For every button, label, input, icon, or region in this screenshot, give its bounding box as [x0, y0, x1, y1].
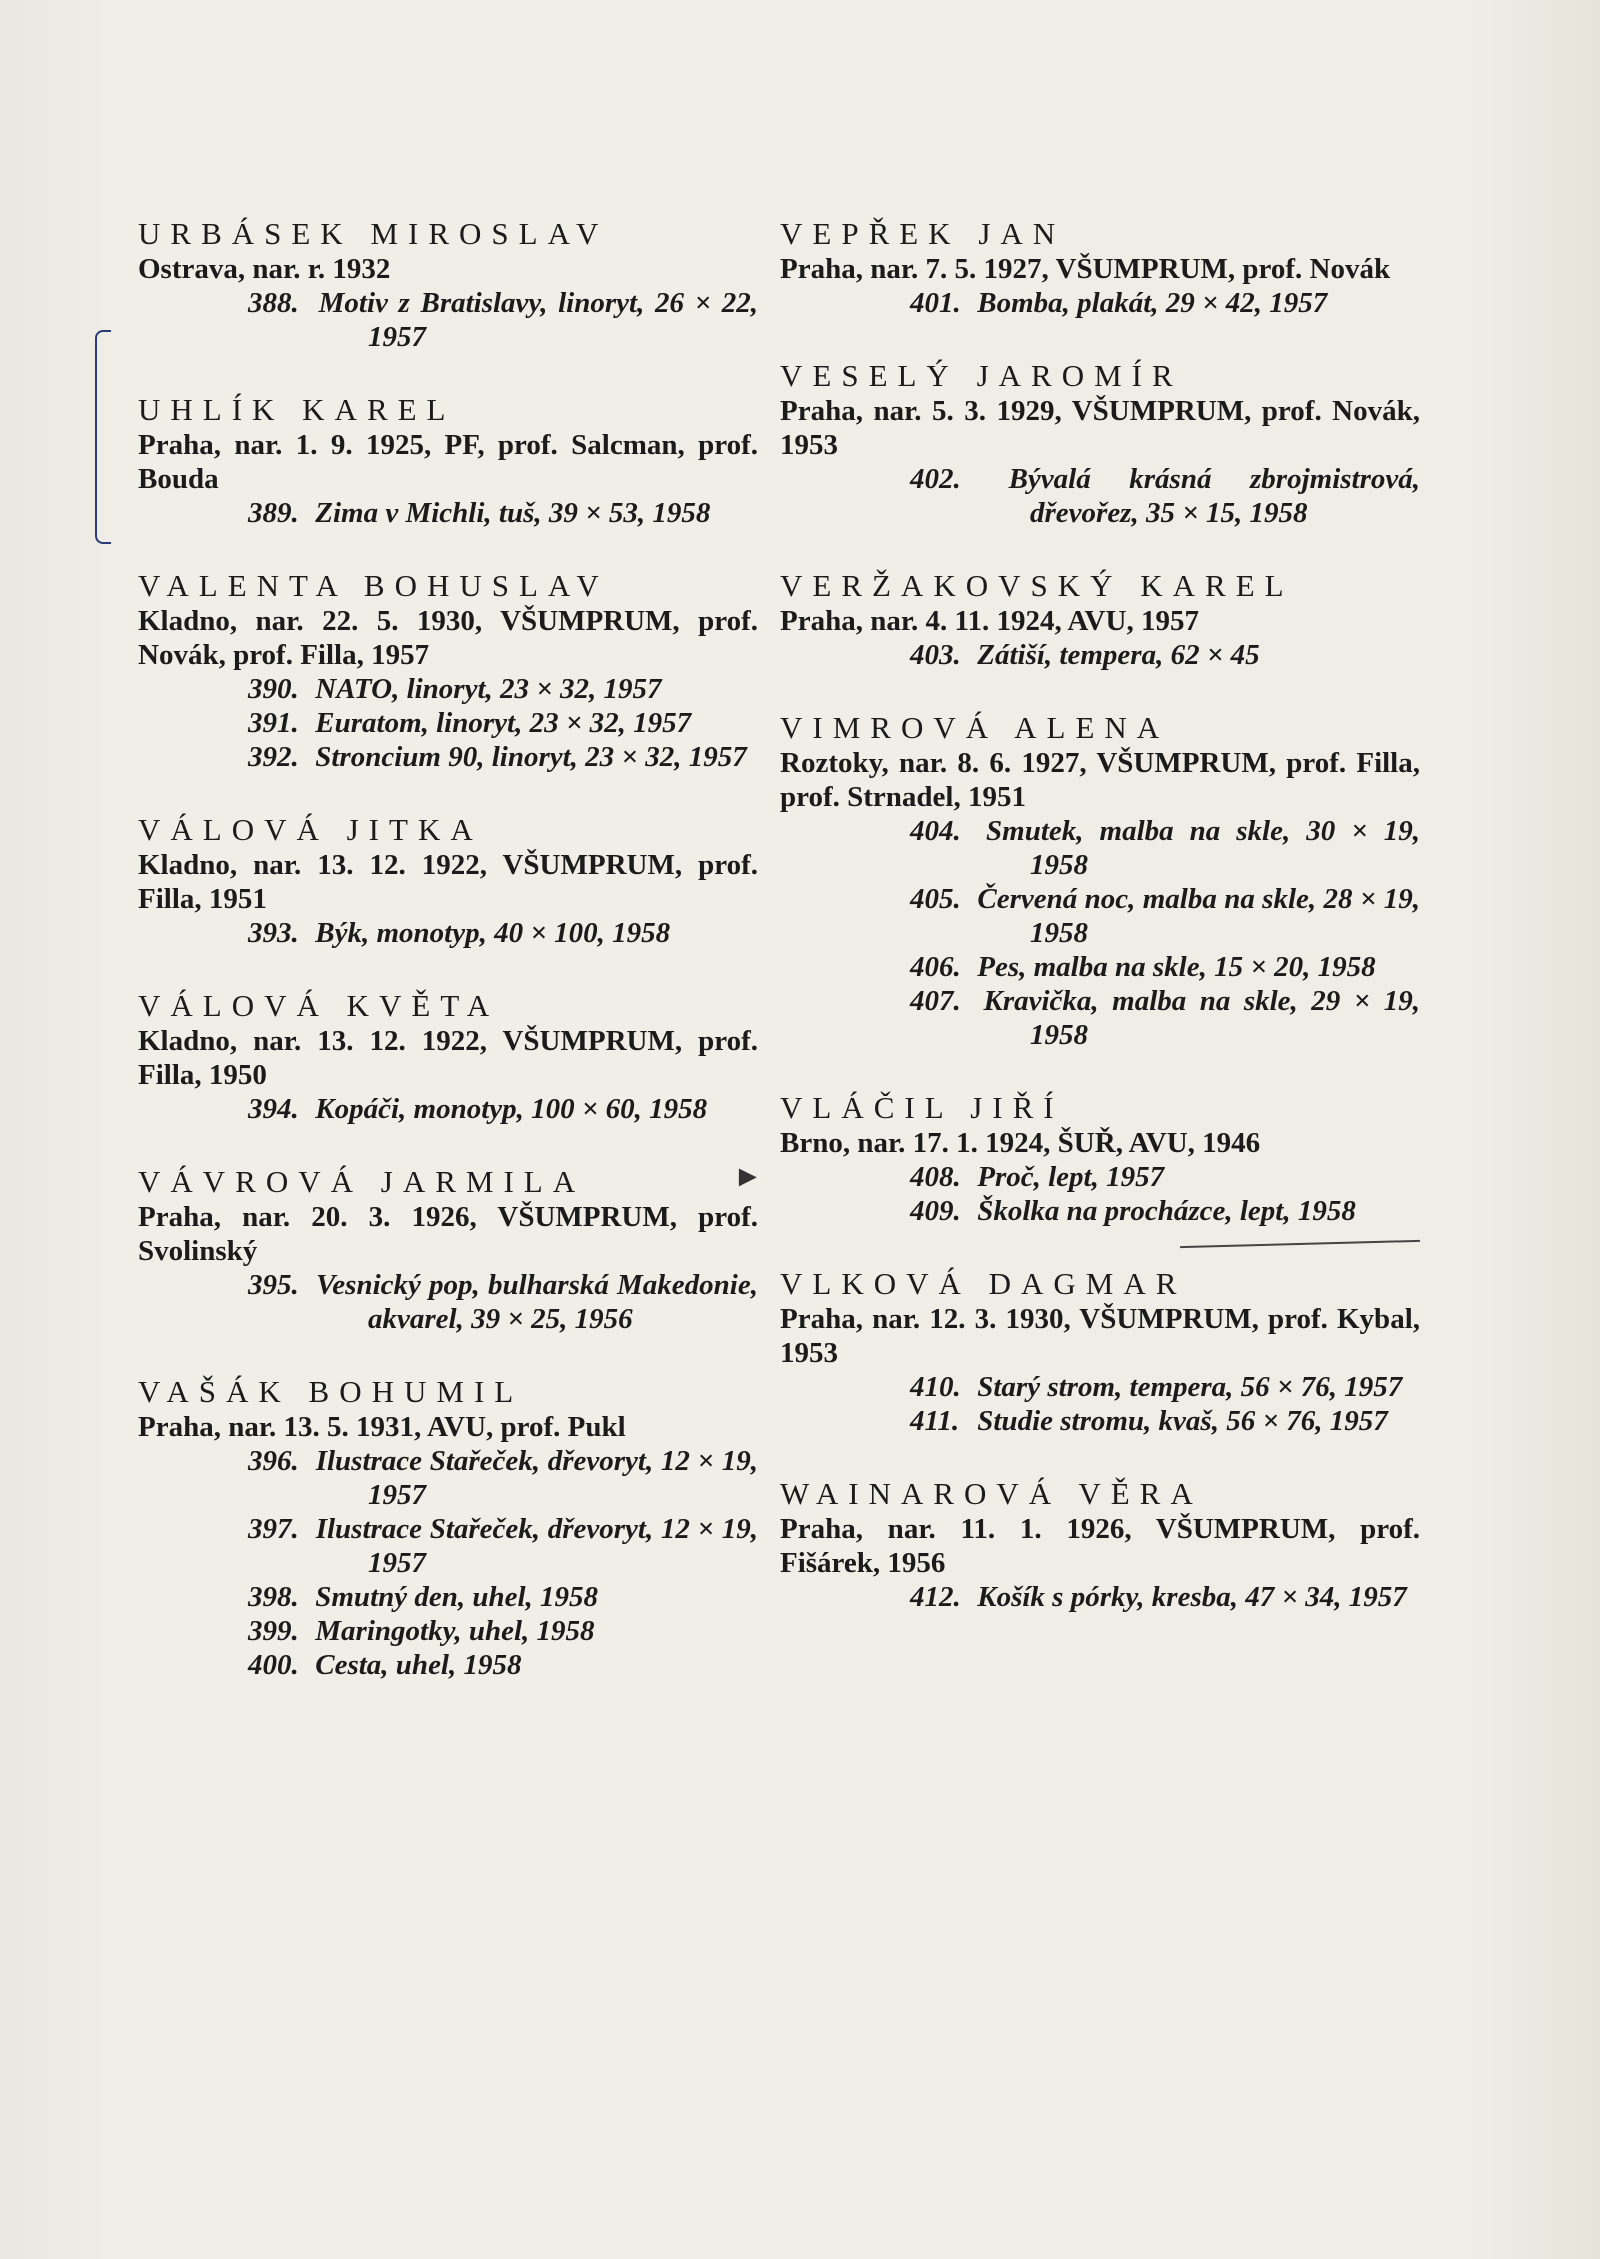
artist-entry-valova-jitka	[138, 812, 758, 950]
works-list	[780, 1370, 1420, 1438]
work-item: 411. Studie stromu, kvaš, 56 × 76, 1957	[910, 1405, 1388, 1437]
work-item: 394. Kopáči, monotyp, 100 × 60, 1958	[248, 1093, 708, 1125]
work-title: Kravička, malba na skle, 29 × 19, 1958	[983, 985, 1420, 1051]
work-title: Ilustrace Stařeček, dřevoryt, 12 × 19, 1957	[315, 1513, 759, 1579]
artist-name: VÁLOVÁ JITKA	[138, 812, 483, 847]
work-title: Motiv z Bratislavy, linoryt, 26 × 22, 1957	[318, 287, 758, 353]
artist-entry-veprek-jan	[780, 216, 1420, 320]
work-title: Býk, monotyp, 40 × 100, 1958	[315, 917, 671, 949]
work-title: Smutek, malba na skle, 30 × 19, 1958	[986, 815, 1421, 881]
work-title: Smutný den, uhel, 1958	[315, 1581, 599, 1613]
work-item: 400. Cesta, uhel, 1958	[248, 1649, 522, 1681]
works-list	[780, 1160, 1420, 1228]
artist-info: Kladno, nar. 13. 12. 1922, VŠUMPRUM, prof. Filla, 1950	[138, 1025, 758, 1091]
work-item: 393. Býk, monotyp, 40 × 100, 1958	[248, 917, 671, 949]
artist-info: Brno, nar. 17. 1. 1924, ŠUŘ, AVU, 1946	[780, 1127, 1261, 1159]
works-list	[780, 1580, 1420, 1614]
artist-info: Praha, nar. 5. 3. 1929, VŠUMPRUM, prof. Novák, 1953	[780, 395, 1420, 461]
work-item: 407. Kravička, malba na skle, 29 × 19, 1958	[910, 985, 1420, 1051]
work-title: Červená noc, malba na skle, 28 × 19, 1958	[977, 883, 1421, 949]
artist-name: VIMROVÁ ALENA	[780, 710, 1170, 745]
works-list	[138, 672, 758, 774]
work-title: Zátiší, tempera, 62 × 45	[977, 639, 1260, 671]
works-list	[780, 638, 1420, 672]
work-item: 390. NATO, linoryt, 23 × 32, 1957	[248, 673, 662, 705]
works-list	[138, 1444, 758, 1682]
works-list	[138, 916, 758, 950]
artist-entry-vlacil-jiri	[780, 1090, 1420, 1228]
work-title: Ilustrace Stařeček, dřevoryt, 12 × 19, 1957	[315, 1445, 759, 1511]
work-item: 395. Vesnický pop, bulharská Makedonie, akvarel, 39 × 25, 1956	[248, 1269, 758, 1335]
work-title: Kopáči, monotyp, 100 × 60, 1958	[315, 1093, 708, 1125]
artist-entry-vesely-jaromir	[780, 358, 1420, 530]
artist-entry-vlkova-dagmar	[780, 1266, 1420, 1438]
artist-entry-vasak-bohumil	[138, 1374, 758, 1682]
artist-entry-vavrova-jarmila	[138, 1164, 758, 1336]
works-list	[780, 286, 1420, 320]
works-list	[780, 814, 1420, 1052]
artist-entry-verzakovsky-karel	[780, 568, 1420, 672]
right-column	[780, 216, 1420, 1652]
works-list	[138, 286, 758, 354]
work-item: 406. Pes, malba na skle, 15 × 20, 1958	[910, 951, 1376, 983]
work-item: 401. Bomba, plakát, 29 × 42, 1957	[910, 287, 1328, 319]
work-title: NATO, linoryt, 23 × 32, 1957	[315, 673, 662, 705]
artist-name: VERŽAKOVSKÝ KAREL	[780, 568, 1294, 603]
work-title: Pes, malba na skle, 15 × 20, 1958	[977, 951, 1376, 983]
artist-name: VÁVROVÁ JARMILA	[138, 1164, 586, 1199]
artist-name: VLÁČIL JIŘÍ	[780, 1090, 1064, 1125]
works-list	[138, 496, 758, 530]
work-item: 389. Zima v Michli, tuš, 39 × 53, 1958	[248, 497, 711, 529]
work-title: Maringotky, uhel, 1958	[315, 1615, 595, 1647]
work-item: 391. Euratom, linoryt, 23 × 32, 1957	[248, 707, 692, 739]
work-title: Cesta, uhel, 1958	[315, 1649, 522, 1681]
work-item: 409. Školka na procházce, lept, 1958	[910, 1195, 1356, 1227]
works-list	[138, 1092, 758, 1126]
artist-info: Roztoky, nar. 8. 6. 1927, VŠUMPRUM, prof. Filla, prof. Strnadel, 1951	[780, 747, 1420, 813]
left-column	[138, 216, 758, 1720]
artist-info: Kladno, nar. 22. 5. 1930, VŠUMPRUM, prof. Novák, prof. Filla, 1957	[138, 605, 758, 671]
artist-info: Praha, nar. 11. 1. 1926, VŠUMPRUM, prof. Fišárek, 1956	[780, 1513, 1420, 1579]
work-title: Bývalá krásná zbrojmistrová, dřevořez, 35 × 15, 1958	[1008, 463, 1421, 529]
work-title: Zima v Michli, tuš, 39 × 53, 1958	[315, 497, 711, 529]
artist-info: Praha, nar. 1. 9. 1925, PF, prof. Salcman, prof. Bouda	[138, 429, 758, 495]
artist-name: VÁLOVÁ KVĚTA	[138, 988, 500, 1023]
work-title: Školka na procházce, lept, 1958	[977, 1195, 1356, 1227]
artist-name: VEPŘEK JAN	[780, 216, 1066, 251]
artist-name: UHLÍK KAREL	[138, 392, 456, 427]
artist-info: Praha, nar. 12. 3. 1930, VŠUMPRUM, prof. Kybal, 1953	[780, 1303, 1420, 1369]
ink-bracket-mark	[95, 330, 111, 544]
work-title: Košík s pórky, kresba, 47 × 34, 1957	[977, 1581, 1407, 1613]
artist-info: Praha, nar. 20. 3. 1926, VŠUMPRUM, prof. Svolinský	[138, 1201, 758, 1267]
artist-entry-valenta-bohuslav	[138, 568, 758, 774]
work-item: 403. Zátiší, tempera, 62 × 45	[910, 639, 1260, 671]
work-title: Stroncium 90, linoryt, 23 × 32, 1957	[315, 741, 747, 773]
work-item: 402. Bývalá krásná zbrojmistrová, dřevořez, 35 × 15, 1958	[910, 463, 1421, 529]
artist-entry-vimrova-alena	[780, 710, 1420, 1052]
artist-entry-valova-kveta	[138, 988, 758, 1126]
artist-info: Ostrava, nar. r. 1932	[138, 253, 391, 285]
arrow-mark-icon: ►	[733, 1160, 763, 1193]
works-list	[780, 462, 1420, 530]
work-item: 398. Smutný den, uhel, 1958	[248, 1581, 599, 1613]
artist-name: VALENTA BOHUSLAV	[138, 568, 609, 603]
work-item: 412. Košík s pórky, kresba, 47 × 34, 1957	[910, 1581, 1407, 1613]
work-item: 396. Ilustrace Stařeček, dřevoryt, 12 × 19, 1957	[248, 1445, 759, 1511]
artist-name: VAŠÁK BOHUMIL	[138, 1374, 524, 1409]
artist-name: URBÁSEK MIROSLAV	[138, 216, 609, 251]
works-list	[138, 1268, 758, 1336]
artist-info: Praha, nar. 4. 11. 1924, AVU, 1957	[780, 605, 1199, 637]
work-title: Euratom, linoryt, 23 × 32, 1957	[315, 707, 692, 739]
artist-name: WAINAROVÁ VĚRA	[780, 1476, 1203, 1511]
work-title: Vesnický pop, bulharská Makedonie, akvarel, 39 × 25, 1956	[316, 1269, 758, 1335]
work-title: Proč, lept, 1957	[977, 1161, 1165, 1193]
artist-entry-urbasek-miroslav	[138, 216, 758, 354]
work-title: Starý strom, tempera, 56 × 76, 1957	[977, 1371, 1403, 1403]
artist-name: VESELÝ JAROMÍR	[780, 358, 1183, 393]
artist-info: Praha, nar. 7. 5. 1927, VŠUMPRUM, prof. Novák	[780, 253, 1391, 285]
work-item: 405. Červená noc, malba na skle, 28 × 19, 1958	[910, 883, 1421, 949]
work-title: Bomba, plakát, 29 × 42, 1957	[977, 287, 1328, 319]
artist-name: VLKOVÁ DAGMAR	[780, 1266, 1187, 1301]
artist-entry-uhlik-karel	[138, 392, 758, 530]
artist-info: Kladno, nar. 13. 12. 1922, VŠUMPRUM, prof. Filla, 1951	[138, 849, 758, 915]
artist-entry-wainarova-vera	[780, 1476, 1420, 1614]
work-item: 399. Maringotky, uhel, 1958	[248, 1615, 595, 1647]
work-item: 404. Smutek, malba na skle, 30 × 19, 1958	[910, 815, 1421, 881]
work-item: 397. Ilustrace Stařeček, dřevoryt, 12 × 19, 1957	[248, 1513, 759, 1579]
work-item: 410. Starý strom, tempera, 56 × 76, 1957	[910, 1371, 1403, 1403]
work-title: Studie stromu, kvaš, 56 × 76, 1957	[977, 1405, 1388, 1437]
work-item: 408. Proč, lept, 1957	[910, 1161, 1165, 1193]
work-item: 388. Motiv z Bratislavy, linoryt, 26 × 22, 1957	[248, 287, 758, 353]
artist-info: Praha, nar. 13. 5. 1931, AVU, prof. Pukl	[138, 1411, 626, 1443]
work-item: 392. Stroncium 90, linoryt, 23 × 32, 1957	[248, 741, 747, 773]
